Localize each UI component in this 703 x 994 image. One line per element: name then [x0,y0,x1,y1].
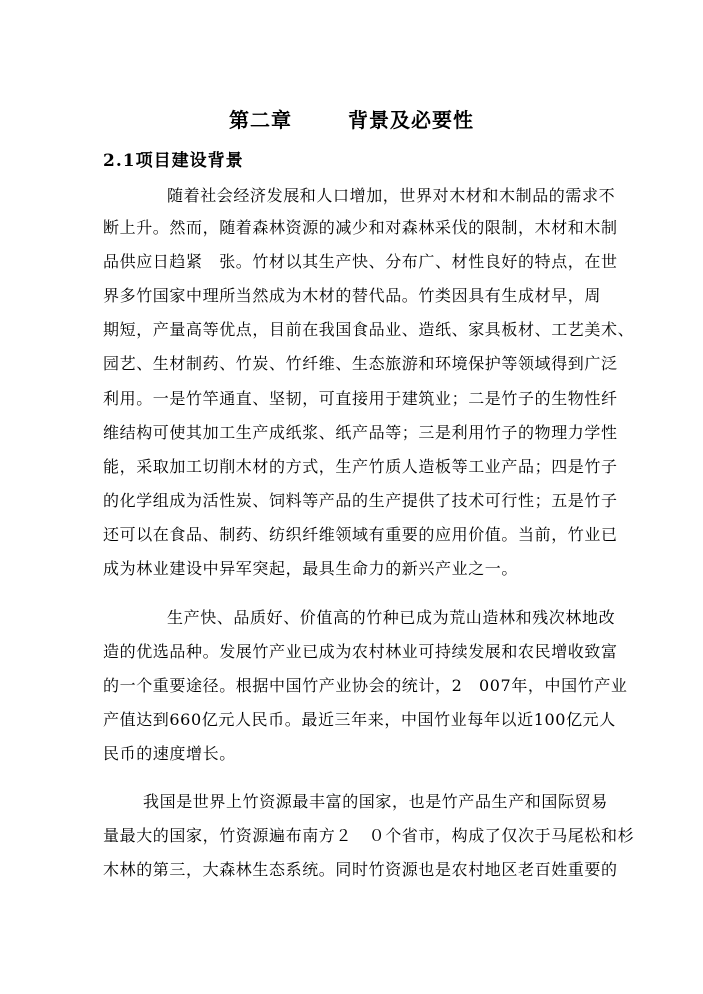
paragraph-line: 木林的第三，大森林生态系统。同时竹资源也是农村地区老百姓重要的 [103,860,618,879]
paragraph-line: 利用。一是竹竿通直、坚韧，可直接用于建筑业；二是竹子的生物性纤 [103,389,618,408]
chapter-name: 背景及必要性 [348,108,474,132]
paragraph-line: 园艺、生材制药、竹炭、竹纤维、生态旅游和环境保护等领域得到广泛 [103,354,618,373]
paragraph-line: 的化学组成为活性炭、饲料等产品的生产提供了技术可行性；五是竹子 [103,491,618,510]
paragraph-line: 断上升。然而，随着森林资源的减少和对森林采伐的限制，木材和木制 [103,218,618,237]
paragraph-line: 维结构可使其加工生产成纸浆、纸产品等；三是利用竹子的物理力学性 [103,423,618,442]
paragraph-line: 的一个重要途径。根据中国竹产业协会的统计，2 007年，中国竹产业 [103,676,628,695]
paragraph-line: 还可以在食品、制药、纺织纤维领域有重要的应用价值。当前，竹业已 [103,525,618,544]
paragraph-line: 品供应日趋紧 张。竹材以其生产快、分布广、材性良好的特点，在世 [103,252,618,271]
paragraph-line: 能，采取加工切削木材的方式，生产竹质人造板等工业产品；四是竹子 [103,457,618,476]
section-heading: 2.1项目建设背景 [103,151,244,171]
chapter-title [0,104,703,133]
paragraph-line: 量最大的国家，竹资源遍布南方２ ０个省市，构成了仅次于马尾松和杉 [103,826,635,845]
paragraph-line: 生产快、品质好、价值高的竹种已成为荒山造林和残次林地改 [167,608,616,627]
paragraph-line: 期短，产量高等优点，目前在我国食品业、造纸、家具板材、工艺美术、 [103,320,635,339]
paragraph-line: 造的优选品种。发展竹产业已成为农村林业可持续发展和农民增收致富 [103,642,618,661]
chapter-number: 第二章 [229,108,292,132]
paragraph-line: 我国是世界上竹资源最丰富的国家，也是竹产品生产和国际贸易 [143,792,608,811]
paragraph-line: 界多竹国家中理所当然成为木材的替代品。竹类因具有生成材早，周 [103,286,602,305]
paragraph-line: 成为林业建设中异军突起，最具生命力的新兴产业之一。 [103,559,519,578]
paragraph-line: 民币的速度增长。 [103,744,236,763]
paragraph-line: 产值达到660亿元人民币。最近三年来，中国竹业每年以近100亿元人 [103,710,616,729]
paragraph-line: 随着社会经济发展和人口增加，世界对木材和木制品的需求不 [167,186,616,205]
